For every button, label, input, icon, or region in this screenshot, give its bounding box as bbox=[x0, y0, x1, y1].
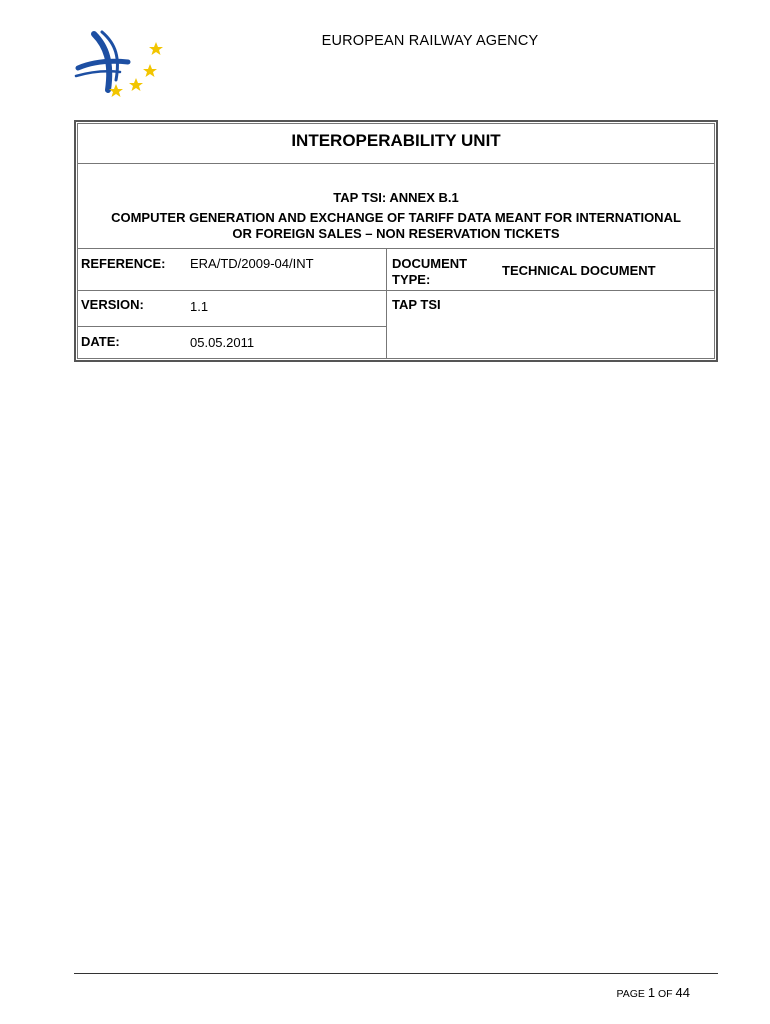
unit-title: INTEROPERABILITY UNIT bbox=[291, 131, 501, 150]
page-number: 1 bbox=[647, 985, 656, 1000]
subject-line-1: COMPUTER GENERATION AND EXCHANGE OF TARIFF DATA MEANT FOR INTERNATIONAL bbox=[111, 210, 681, 225]
divider-reference bbox=[77, 290, 715, 291]
agency-name: EUROPEAN RAILWAY AGENCY bbox=[321, 33, 539, 49]
page-word: PAGE bbox=[616, 988, 645, 1000]
page-indicator bbox=[617, 985, 690, 1000]
column-divider bbox=[386, 248, 387, 359]
subject-line-2: OR FOREIGN SALES – NON RESERVATION TICKETS bbox=[232, 226, 560, 241]
of-word: OF bbox=[658, 988, 673, 1000]
doctype-label-line-1: DOCUMENT bbox=[392, 256, 468, 271]
date-value: 05.05.2011 bbox=[190, 335, 255, 350]
annex-title: TAP TSI: ANNEX B.1 bbox=[333, 190, 459, 205]
doctype-label-line-2: TYPE: bbox=[392, 272, 431, 287]
reference-label: REFERENCE: bbox=[81, 256, 166, 271]
reference-value: ERA/TD/2009-04/INT bbox=[190, 256, 314, 271]
doctype-value: TECHNICAL DOCUMENT bbox=[502, 263, 656, 278]
version-label: VERSION: bbox=[81, 297, 144, 312]
document-subject bbox=[84, 210, 708, 242]
version-value: 1.1 bbox=[190, 299, 209, 314]
doctype-label bbox=[392, 256, 467, 288]
total-pages: 44 bbox=[675, 985, 690, 1000]
footer-rule bbox=[74, 973, 718, 974]
era-logo bbox=[72, 28, 172, 98]
doctype-value-secondary: TAP TSI bbox=[392, 297, 441, 312]
divider-subject bbox=[77, 248, 715, 249]
date-label: DATE: bbox=[81, 334, 120, 349]
divider-unit bbox=[77, 163, 715, 164]
divider-version bbox=[77, 326, 387, 327]
